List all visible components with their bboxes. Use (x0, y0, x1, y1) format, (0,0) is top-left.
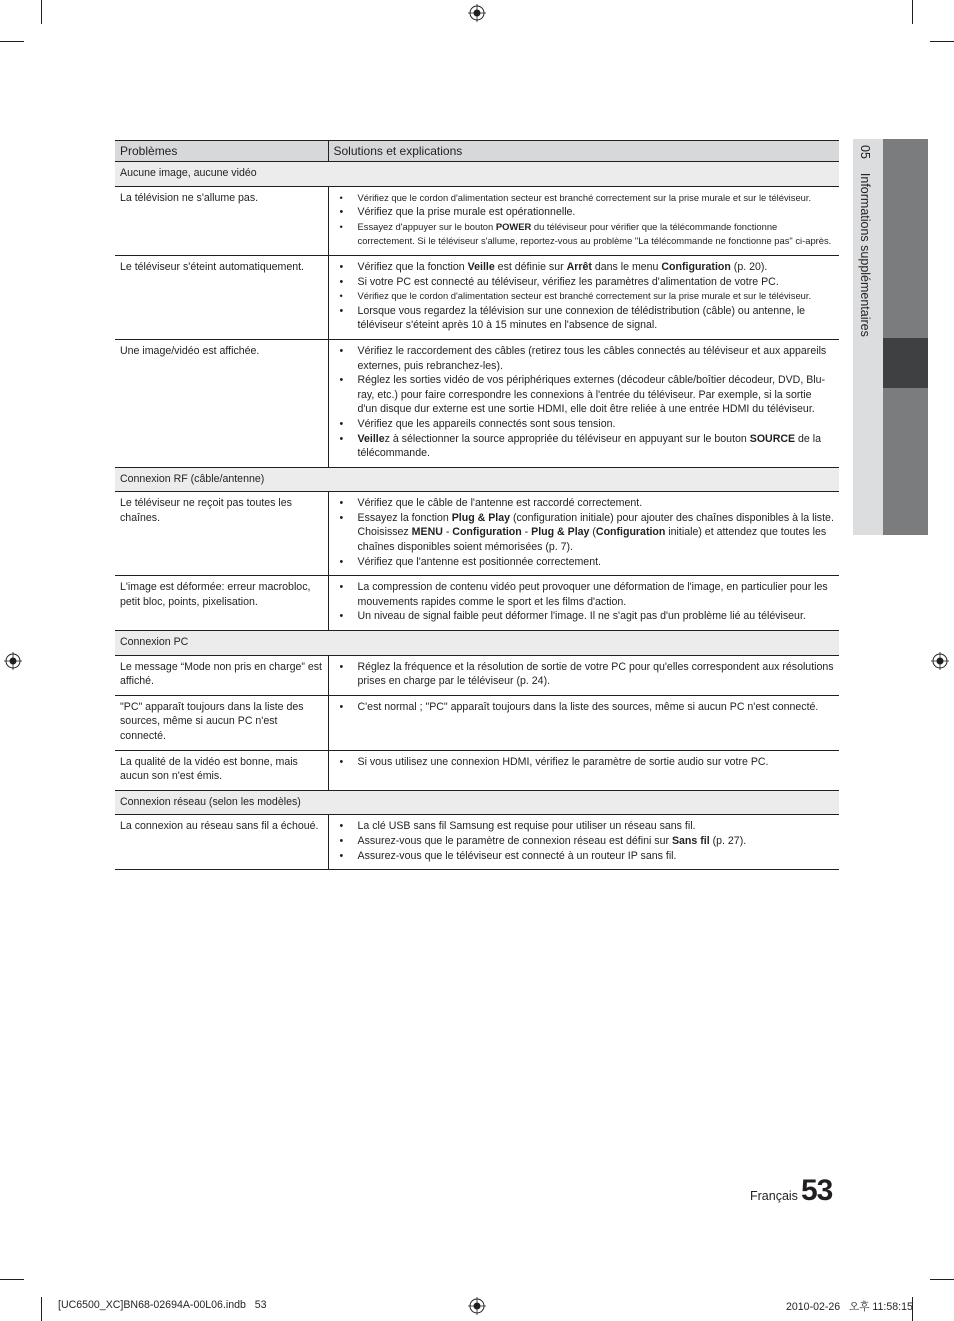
footer-language: Français (750, 1189, 798, 1203)
table-row (115, 186, 839, 255)
print-slug-file: [UC6500_XC]BN68-02694A-00L06.indb 53 (58, 1299, 267, 1311)
solutions-cell (328, 750, 839, 790)
chapter-tab-label (858, 145, 872, 337)
solution-item: • Un niveau de signal faible peut déformer l'image. Il ne s'agit pas d'un problème lié au téléviseur. (335, 609, 835, 624)
crop-mark (0, 41, 24, 42)
table-row (115, 815, 839, 870)
solutions-cell (328, 492, 839, 576)
solution-item: • Vérifiez que le cordon d'alimentation secteur est branché correctement sur la prise murale et sur le téléviseur. (335, 289, 835, 304)
table-row (115, 339, 839, 467)
table-row (115, 255, 839, 339)
solution-list (335, 344, 835, 461)
header-solutions: Solutions et explications (328, 141, 839, 162)
print-slug-timestamp: 2010-02-26 오후 11:58:15 (786, 1301, 913, 1313)
chapter-number: 05 (858, 145, 872, 159)
solutions-cell (328, 576, 839, 631)
solution-item: • Essayez la fonction Plug & Play (configuration initiale) pour ajouter des chaînes disponibles à la liste. Choisissez MENU - Configuration - Plug & Play (Configuration initiale) et attendez que toutes les chaînes disponibles soient mémorisées (p. 7). (335, 511, 835, 555)
crop-mark (930, 1279, 954, 1280)
solution-item: • Essayez d'appuyer sur le bouton POWER du téléviseur pour vérifier que la télécommande fonctionne correctement. Si le téléviseur s'allume, reportez-vous au problème "La télécommande ne fonctionne pas" ci-après. (335, 220, 835, 249)
table-body (115, 162, 839, 870)
chapter-title: Informations supplémentaires (858, 172, 872, 337)
section-title: Connexion PC (115, 631, 839, 656)
crop-mark (930, 41, 954, 42)
chapter-tab-current-marker (883, 338, 928, 388)
solution-item: • Si votre PC est connecté au téléviseur, vérifiez les paramètres d'alimentation de votre PC. (335, 275, 835, 290)
table-header-row (115, 141, 839, 162)
solution-item: • Vérifiez que le câble de l'antenne est raccordé correctement. (335, 496, 835, 511)
problem-cell: La télévision ne s'allume pas. (115, 186, 328, 255)
solutions-cell (328, 695, 839, 750)
solutions-cell (328, 655, 839, 695)
solution-item: • Vérifiez que la fonction Veille est définie sur Arrêt dans le menu Configuration (p. 20). (335, 260, 835, 275)
solutions-cell (328, 255, 839, 339)
solution-item: • Assurez-vous que le paramètre de connexion réseau est défini sur Sans fil (p. 27). (335, 834, 835, 849)
section-title: Connexion RF (câble/antenne) (115, 467, 839, 492)
solution-item: • Vérifiez que l'antenne est positionnée correctement. (335, 555, 835, 570)
problem-cell: Une image/vidéo est affichée. (115, 339, 328, 467)
solutions-cell (328, 815, 839, 870)
header-problems: Problèmes (115, 141, 328, 162)
chapter-tab-block (883, 388, 928, 535)
bold-term: SOURCE (749, 432, 796, 445)
troubleshooting-table (115, 140, 839, 870)
solution-item: • Vérifiez que les appareils connectés sont sous tension. (335, 417, 835, 432)
bold-term: Plug & Play (531, 526, 590, 539)
bold-term: MENU (411, 526, 443, 539)
table-row (115, 576, 839, 631)
bold-term: POWER (495, 220, 532, 232)
solution-list (335, 700, 835, 715)
solution-item: • La clé USB sans fil Samsung est requise pour utiliser un réseau sans fil. (335, 819, 835, 834)
bold-term: Veille (467, 260, 495, 273)
page-number: 53 (801, 1174, 833, 1207)
solution-item: • C'est normal ; "PC" apparaît toujours dans la liste des sources, même si aucun PC n'est connecté. (335, 700, 835, 715)
solution-item: • Réglez la fréquence et la résolution de sortie de votre PC pour qu'elles correspondent aux résolutions prises en charge par le téléviseur (p. 24). (335, 660, 835, 689)
section-row (115, 631, 839, 656)
solutions-cell (328, 339, 839, 467)
section-row (115, 162, 839, 187)
bold-term: Configuration (595, 526, 666, 539)
crop-mark (41, 0, 42, 24)
crop-mark (912, 0, 913, 24)
solution-item: • Veillez à sélectionner la source appropriée du téléviseur en appuyant sur le bouton SOURCE de la télécommande. (335, 432, 835, 461)
bold-term: Configuration (452, 526, 522, 539)
section-title: Connexion réseau (selon les modèles) (115, 790, 839, 815)
crop-mark (0, 1279, 24, 1280)
bold-term: Sans fil (671, 834, 710, 847)
table-row (115, 750, 839, 790)
bold-term: Veille (357, 432, 385, 445)
solution-item: • Vérifiez que la prise murale est opérationnelle. (335, 205, 835, 220)
registration-mark-icon (4, 652, 22, 670)
registration-mark-icon (931, 652, 949, 670)
section-row (115, 467, 839, 492)
bold-term: Plug & Play (451, 511, 510, 524)
registration-mark-icon (468, 4, 486, 22)
problem-cell: Le téléviseur ne reçoit pas toutes les chaînes. (115, 492, 328, 576)
problem-cell: Le téléviseur s'éteint automatiquement. (115, 255, 328, 339)
solution-item: • Réglez les sorties vidéo de vos périphériques externes (décodeur câble/boîtier décodeur, DVD, Blu-ray, etc.) pour faire correspondre les connexions à l'entrée du téléviseur. Par exemple, si la sortie d'un disque dur externe est une sortie HDMI, elle doit être reliée à une entrée HDMI du téléviseur. (335, 373, 835, 417)
bold-term: Configuration (661, 260, 731, 273)
solution-list (335, 755, 835, 770)
solution-list (335, 191, 835, 249)
section-title: Aucune image, aucune vidéo (115, 162, 839, 187)
crop-mark (41, 1297, 42, 1321)
solutions-cell (328, 186, 839, 255)
solution-item: • Assurez-vous que le téléviseur est connecté à un routeur IP sans fil. (335, 849, 835, 864)
solution-item: • Vérifiez que le cordon d'alimentation secteur est branché correctement sur la prise murale et sur le téléviseur. (335, 191, 835, 206)
chapter-tab-block (883, 139, 928, 338)
table-row (115, 492, 839, 576)
problem-cell: La qualité de la vidéo est bonne, mais aucun son n'est émis. (115, 750, 328, 790)
solution-list (335, 580, 835, 624)
problem-cell: La connexion au réseau sans fil a échoué. (115, 815, 328, 870)
section-row (115, 790, 839, 815)
problem-cell: L'image est déformée: erreur macrobloc, petit bloc, points, pixelisation. (115, 576, 328, 631)
registration-mark-icon (468, 1297, 486, 1315)
solution-list (335, 260, 835, 333)
solution-list (335, 819, 835, 863)
solution-item: • Vérifiez le raccordement des câbles (retirez tous les câbles connectés au téléviseur et aux appareils externes, puis rebranchez-les). (335, 344, 835, 373)
solution-list (335, 496, 835, 569)
table-row (115, 695, 839, 750)
solution-item: • La compression de contenu vidéo peut provoquer une déformation de l'image, en particulier pour les mouvements rapides comme le sport et les films d'action. (335, 580, 835, 609)
table-row (115, 655, 839, 695)
solution-list (335, 660, 835, 689)
problem-cell: "PC" apparaît toujours dans la liste des sources, même si aucun PC n'est connecté. (115, 695, 328, 750)
problem-cell: Le message “Mode non pris en charge” est affiché. (115, 655, 328, 695)
bold-term: Arrêt (566, 260, 592, 273)
solution-item: • Lorsque vous regardez la télévision sur une connexion de télédistribution (câble) ou antenne, le téléviseur s'éteint après 10 à 15 minutes en l'absence de signal. (335, 304, 835, 333)
solution-item: • Si vous utilisez une connexion HDMI, vérifiez le paramètre de sortie audio sur votre PC. (335, 755, 835, 770)
